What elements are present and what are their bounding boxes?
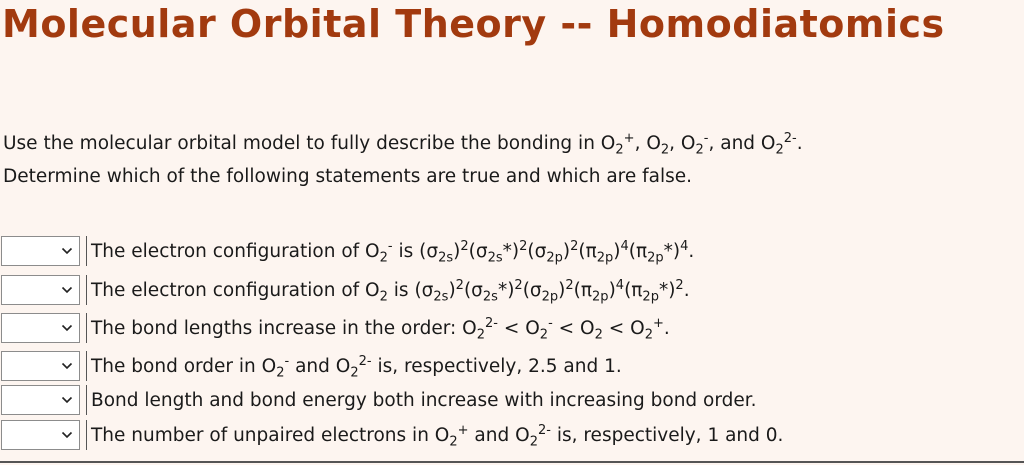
subscript: 2	[539, 327, 549, 343]
subscript: 2p	[596, 250, 614, 266]
text: Bond length and bond energy both increase with increasing bond order.	[91, 389, 757, 411]
text: )	[613, 240, 621, 262]
chevron-down-icon	[61, 322, 73, 334]
subscript: 2	[379, 289, 388, 305]
subscript: 2	[594, 327, 603, 343]
subscript: 2s	[433, 289, 449, 305]
text: (π	[578, 240, 597, 262]
instructions	[3, 127, 803, 193]
statement-text-3	[91, 315, 670, 343]
text: (π	[628, 240, 648, 262]
statement-text-1	[91, 238, 695, 266]
text: is (σ	[392, 240, 439, 262]
text: is (σ	[387, 279, 434, 301]
text: *)	[497, 279, 515, 301]
text: is, respectively, 1 and 0.	[550, 424, 784, 446]
text: , and O	[708, 133, 776, 154]
true-false-dropdown-1[interactable]	[1, 236, 80, 266]
superscript: +	[623, 130, 635, 146]
superscript: 2	[514, 277, 523, 293]
superscript: 2-	[537, 422, 551, 438]
subscript: 2s	[438, 250, 454, 266]
superscript: 2	[460, 238, 469, 254]
superscript: 4	[620, 238, 629, 254]
text: The bond order in O	[91, 355, 277, 377]
superscript: -	[548, 315, 553, 331]
text: )	[562, 240, 571, 262]
text: The number of unpaired electrons in O	[91, 424, 450, 446]
chevron-down-icon	[61, 429, 73, 441]
statement-row-6	[1, 419, 783, 451]
subscript: 2p	[541, 289, 559, 305]
statement-row-5	[1, 384, 757, 416]
superscript: 2	[570, 238, 579, 254]
true-false-dropdown-2[interactable]	[1, 275, 80, 305]
subscript: 2	[615, 142, 624, 158]
text: (σ	[522, 279, 542, 301]
subscript: 2	[695, 142, 704, 158]
statement-row-3	[1, 312, 670, 344]
statement-text-5	[91, 390, 757, 411]
chevron-down-icon	[61, 394, 73, 406]
text: .	[683, 279, 690, 301]
superscript: 2-	[358, 353, 372, 369]
text: < O	[602, 317, 645, 339]
text: The bond lengths increase in the order: O	[91, 317, 477, 339]
true-false-dropdown-5[interactable]	[1, 385, 80, 415]
statement-text-6	[91, 422, 784, 450]
divider	[0, 461, 1024, 463]
superscript: 2	[675, 277, 684, 293]
statement-row-4	[1, 350, 622, 382]
subscript: 2	[379, 250, 388, 266]
true-false-dropdown-6[interactable]	[1, 420, 80, 450]
text: < O	[497, 317, 540, 339]
text: (π	[573, 279, 593, 301]
text: and O	[289, 355, 351, 377]
instructions-line-2: Determine which of the following statements are true and which are false.	[3, 166, 693, 187]
subscript: 2	[276, 365, 285, 381]
superscript: -	[387, 238, 393, 254]
subscript: 2	[350, 365, 359, 381]
text: )	[608, 279, 616, 301]
text: Use the molecular orbital model to fully describe the bonding in O	[3, 133, 616, 154]
text: *)	[658, 279, 676, 301]
text: The electron configuration of O	[91, 279, 380, 301]
superscript: -	[703, 130, 709, 146]
subscript: 2p	[642, 289, 659, 305]
statement-text-2	[91, 277, 690, 305]
superscript: 2-	[783, 130, 797, 146]
text: *)	[663, 240, 681, 262]
chevron-down-icon	[61, 284, 73, 296]
subscript: 2	[660, 142, 670, 158]
superscript: 2	[519, 238, 528, 254]
divider	[86, 385, 87, 415]
text: The electron configuration of O	[91, 240, 380, 262]
text: , O	[634, 133, 661, 154]
text: (π	[624, 279, 643, 301]
chevron-down-icon	[61, 245, 73, 257]
superscript: 4	[680, 238, 689, 254]
superscript: 2-	[485, 315, 498, 331]
subscript: 2p	[647, 250, 664, 266]
statement-text-4	[91, 353, 622, 381]
text: < O	[552, 317, 595, 339]
text: is, respectively, 2.5 and 1.	[371, 355, 622, 377]
divider	[86, 420, 87, 450]
text: *)	[502, 240, 520, 262]
text: (σ	[468, 240, 488, 262]
subscript: 2	[775, 142, 784, 158]
text: , O	[669, 133, 696, 154]
text: .	[663, 317, 670, 339]
divider	[86, 351, 87, 381]
subscript: 2	[644, 327, 653, 343]
subscript: 2	[529, 434, 538, 450]
superscript: 2	[565, 277, 574, 293]
text: .	[796, 133, 803, 154]
statement-row-2	[1, 274, 690, 306]
instructions-line-1	[3, 127, 803, 160]
subscript: 2	[476, 327, 485, 343]
text: )	[453, 240, 461, 262]
superscript: +	[457, 422, 469, 438]
text: .	[688, 240, 695, 262]
divider	[86, 275, 87, 305]
page-title: Molecular Orbital Theory -- Homodiatomics	[2, 2, 945, 46]
divider	[86, 236, 87, 266]
text: (σ	[527, 240, 547, 262]
superscript: 2	[455, 277, 464, 293]
subscript: 2	[449, 434, 458, 450]
text: (σ	[463, 279, 483, 301]
text: )	[448, 279, 456, 301]
subscript: 2p	[592, 289, 609, 305]
subscript: 2s	[487, 250, 503, 266]
text: and O	[468, 424, 530, 446]
chevron-down-icon	[61, 360, 73, 372]
true-false-dropdown-4[interactable]	[1, 351, 80, 381]
divider	[86, 313, 87, 343]
subscript: 2s	[482, 289, 498, 305]
subscript: 2p	[546, 250, 563, 266]
superscript: -	[284, 353, 290, 369]
true-false-dropdown-3[interactable]	[1, 313, 80, 343]
superscript: +	[653, 315, 664, 331]
text: )	[558, 279, 566, 301]
superscript: 4	[615, 277, 625, 293]
statement-row-1	[1, 235, 694, 267]
